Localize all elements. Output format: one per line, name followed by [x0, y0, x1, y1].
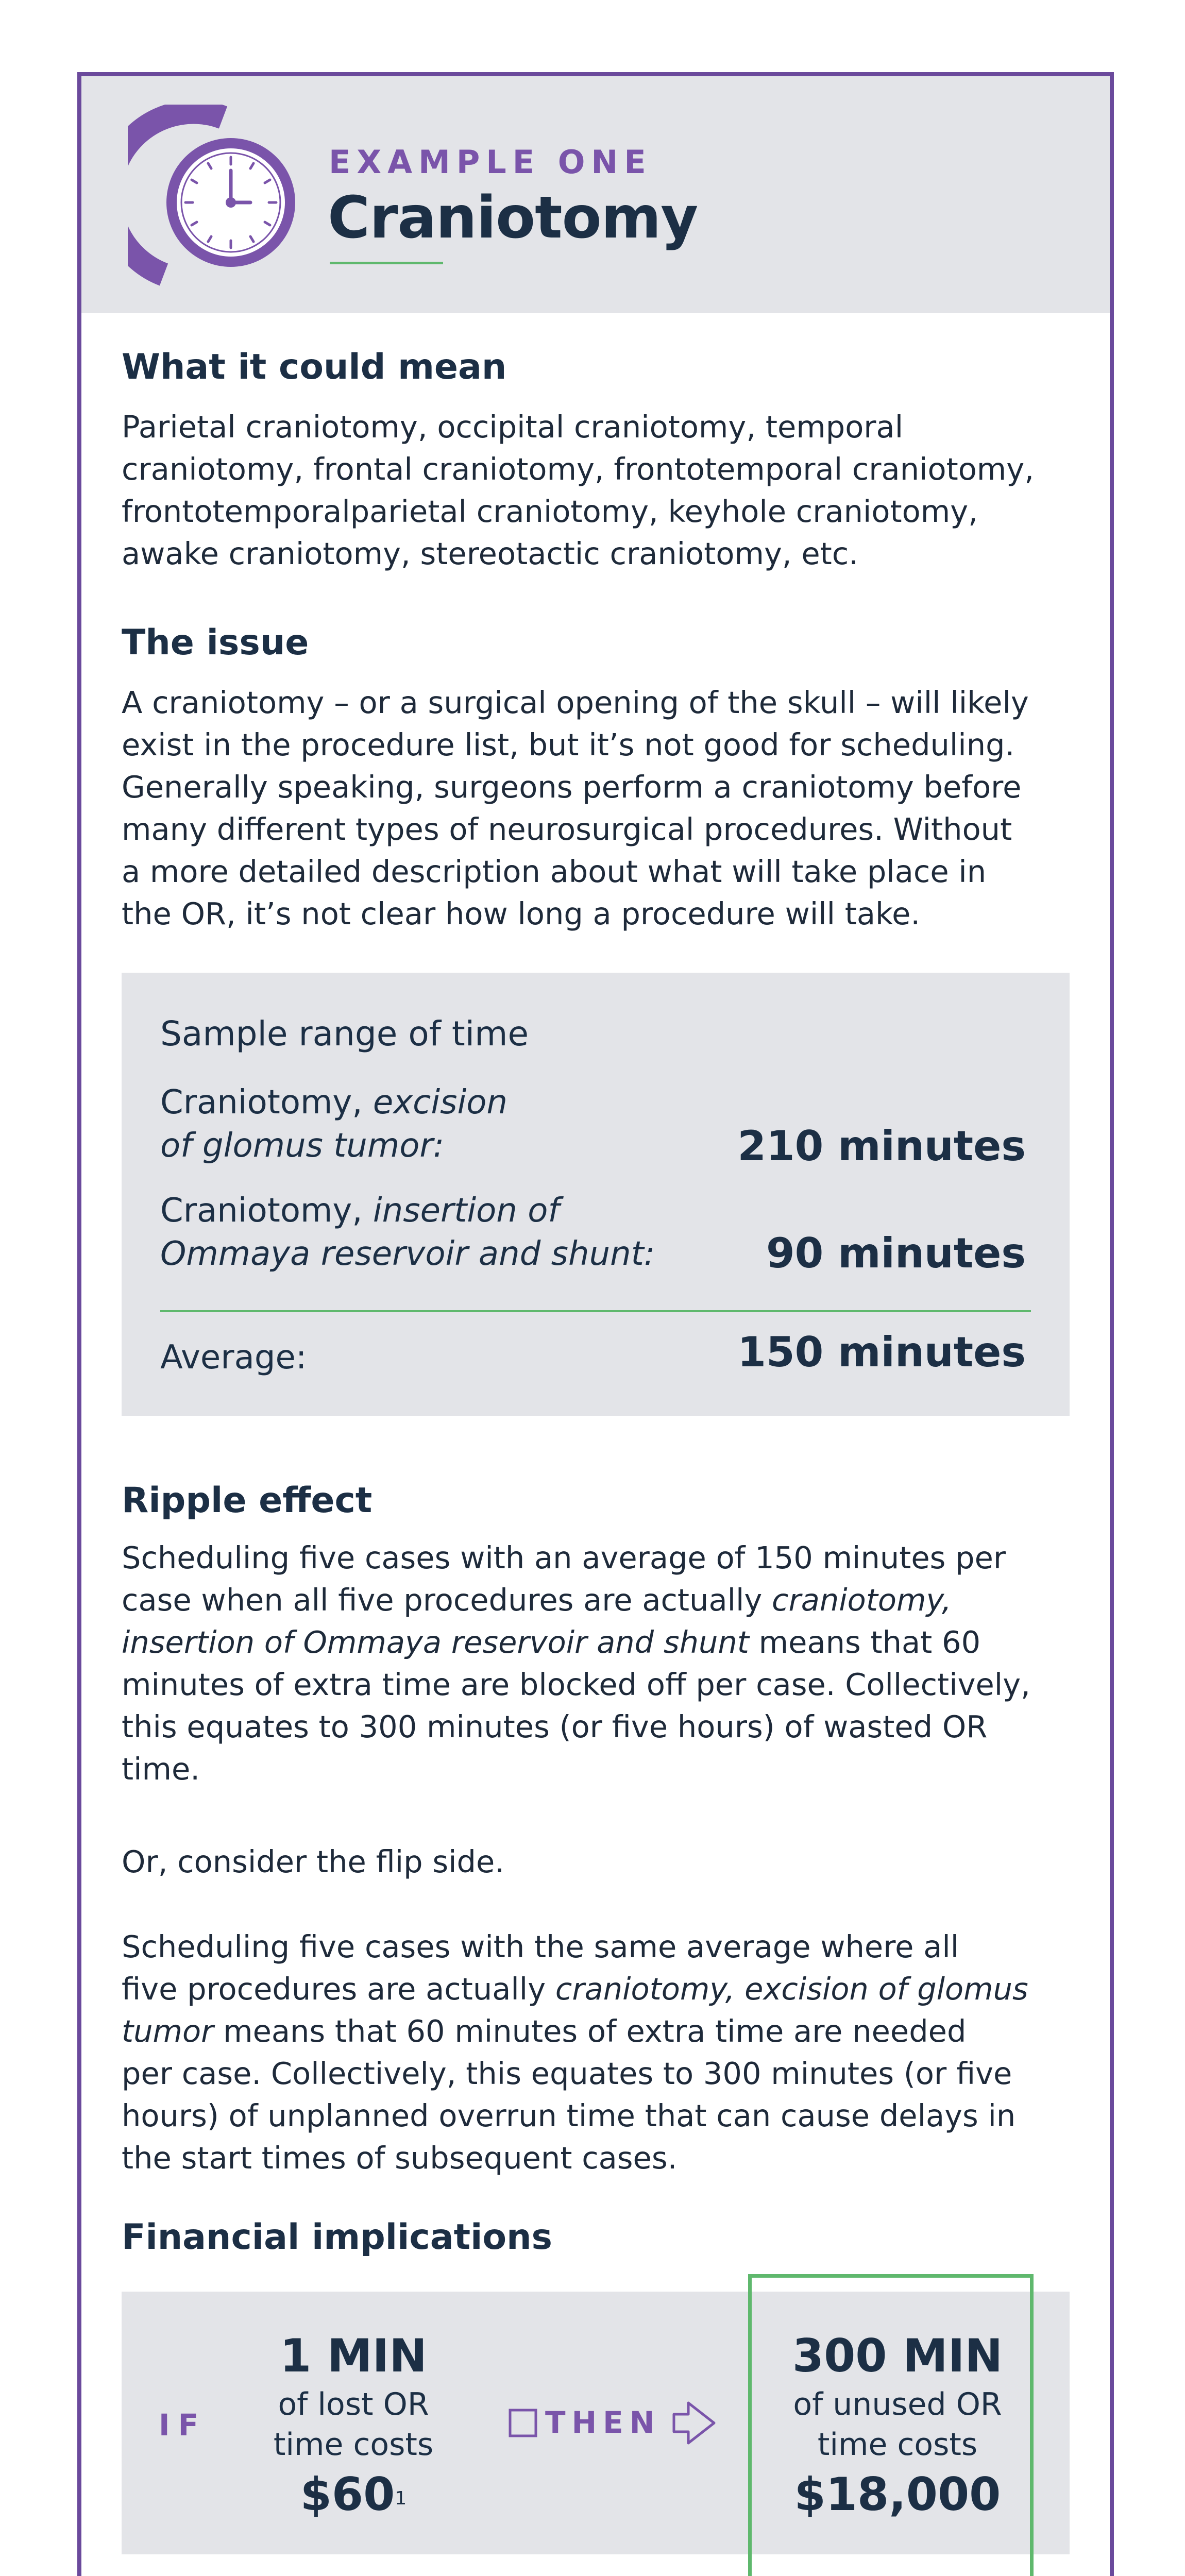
range-row-ommaya-value: 90 minutes — [766, 1229, 1026, 1277]
eyebrow-label: EXAMPLE ONE — [329, 143, 652, 181]
highlight-outline — [748, 2274, 1034, 2576]
meaning-paragraph: Parietal craniotomy, occipital craniotomy, temporal craniotomy, frontal craniotomy, frontotemporal craniotomy, frontotemporalparietal craniotomy, keyhole craniotomy, awake craniotomy, stereotactic craniotomy, etc. — [122, 409, 1034, 571]
range-average-value: 150 minutes — [737, 1328, 1026, 1376]
range-average-label: Average: — [160, 1338, 307, 1377]
cost-per-minute-lost: 1 MIN of lost OR time costs $\$60^1$ — [273, 2329, 434, 2521]
ripple-paragraph-1: Scheduling five cases with an average of 150 minutes per case when all five procedures are actually craniotomy, insertion of Ommaya reservoir and shunt means that 60 minutes of extra time are blocked off per case. Collectively, this equates to 300 minutes (or five hours) of wasted OR time. — [122, 1540, 1030, 1787]
cost-300-minutes-unused: 300 MIN of unused OR time costs $18,000 — [792, 2329, 1003, 2521]
section-heading-financial: Financial implications — [122, 2217, 553, 2258]
page-title: Craniotomy — [328, 184, 698, 251]
sample-range-panel — [122, 973, 1070, 1416]
then-arrow: THEN — [508, 2399, 724, 2445]
ripple-paragraph-3: Scheduling five cases with the same average where all five procedures are actually craniotomy, excision of glomus tumor means that 60 minutes of extra time are needed per case. Collectively, this equates to 300 minutes (or five hours) of unplanned overrun time that can cause delays in the start times of subsequent cases. — [122, 1929, 1028, 2176]
range-row-glomus-label: Craniotomy, excision of glomus tumor: — [160, 1083, 507, 1165]
header-banner — [81, 76, 1110, 313]
sample-range-title: Sample range of time — [160, 1014, 529, 1054]
ripple-paragraph-2: Or, consider the flip side. — [122, 1844, 505, 1879]
range-divider — [160, 1310, 1031, 1312]
section-heading-meaning: What it could mean — [122, 347, 507, 387]
if-label: IF — [159, 2408, 207, 2443]
section-heading-issue: The issue — [122, 622, 309, 663]
infographic-card — [77, 72, 1114, 2576]
range-row-ommaya-label: Craniotomy, insertion of Ommaya reservoir and shunt: — [160, 1192, 655, 1273]
stopwatch-clock-icon — [128, 105, 318, 295]
title-underline — [330, 262, 443, 264]
range-row-glomus-value: 210 minutes — [737, 1122, 1026, 1170]
issue-paragraph: A craniotomy – or a surgical opening of the skull – will likely exist in the procedure list, but it’s not good for scheduling. Generally speaking, surgeons perform a craniotomy before many different types of neurosurgical procedures. Without a more detailed description about what will take place in the OR, it’s not clear how long a procedure will take. — [122, 685, 1029, 931]
section-heading-ripple: Ripple effect — [122, 1480, 373, 1521]
